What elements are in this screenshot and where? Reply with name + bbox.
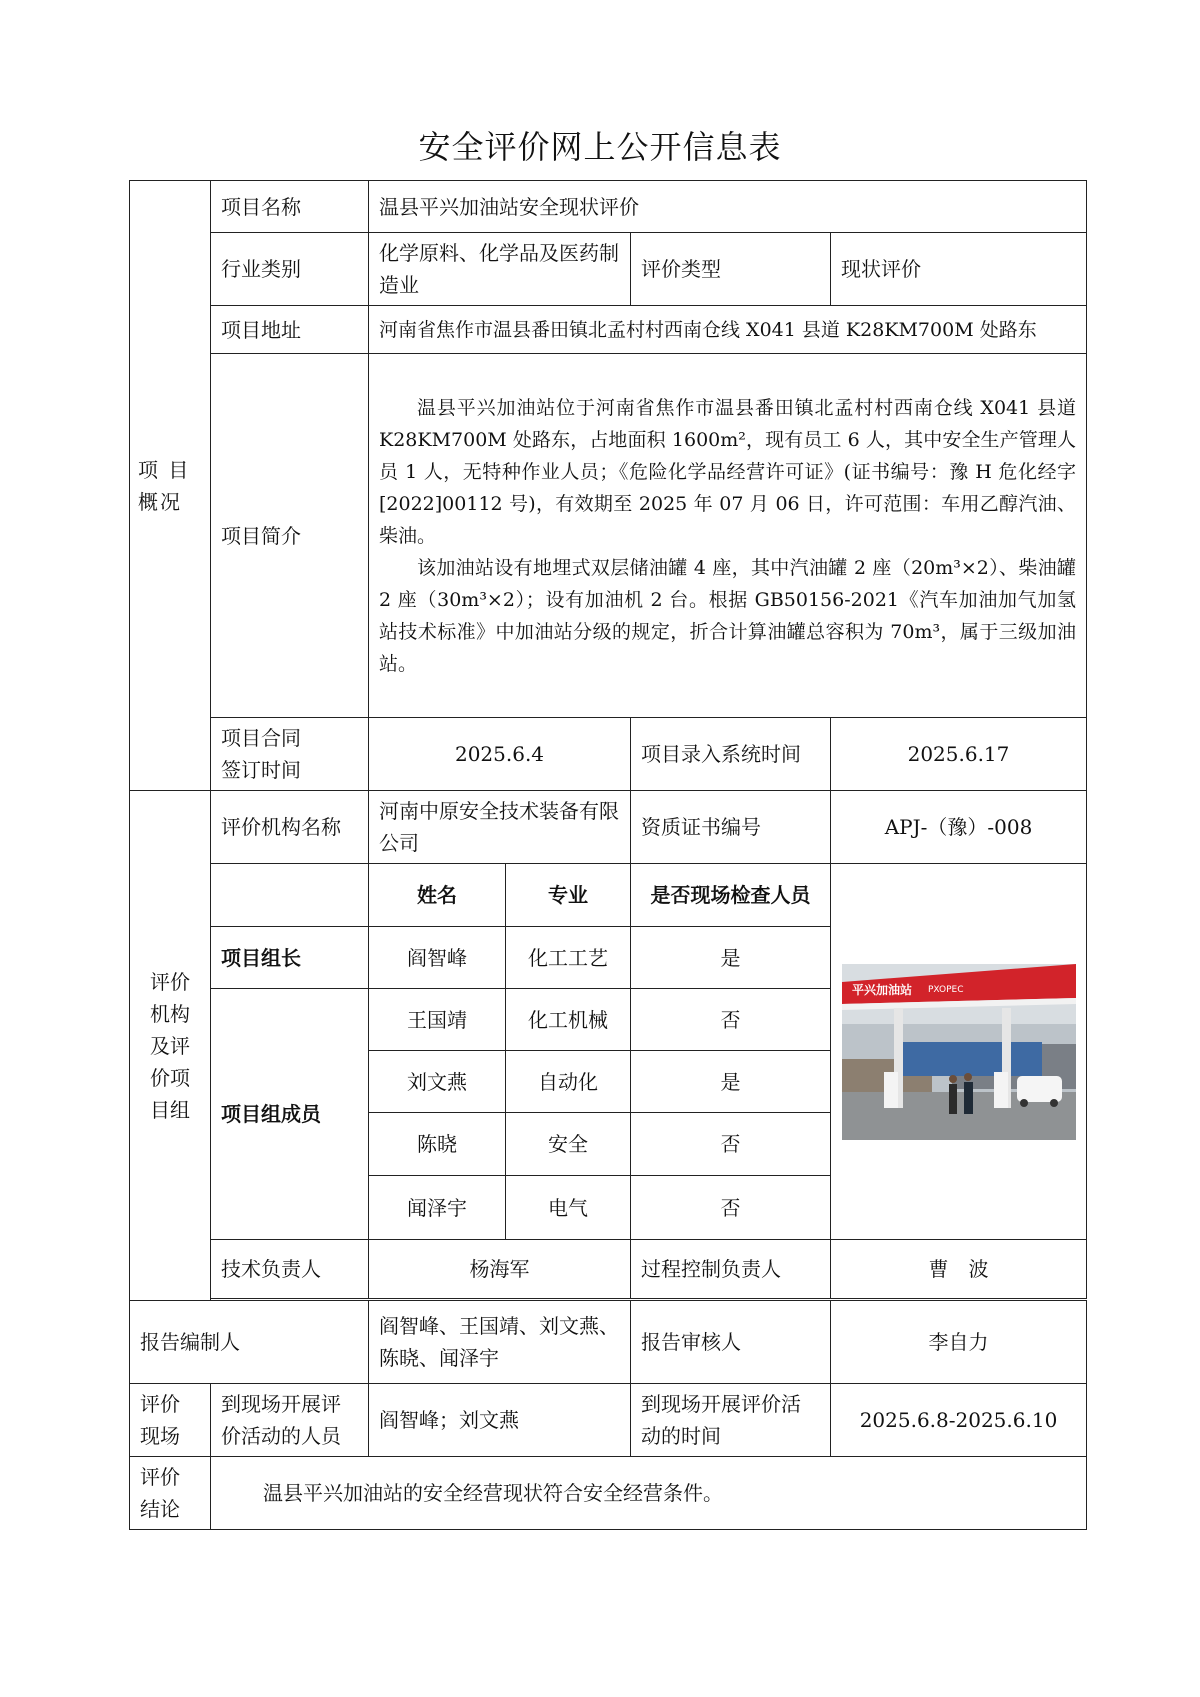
tech-lead-label: 技术负责人	[211, 1240, 369, 1299]
site-people-label: 到现场开展评价活动的人员	[211, 1384, 369, 1457]
contract-date: 2025.6.4	[369, 718, 631, 791]
section-site	[130, 1384, 211, 1457]
member-onsite: 是	[631, 1051, 831, 1113]
conclusion-text: 温县平兴加油站的安全经营现状符合安全经营条件。	[263, 1481, 723, 1505]
industry-value: 化学原料、化学品及医药制造业	[369, 233, 631, 306]
section-project-overview	[130, 181, 211, 791]
site-time-label: 到现场开展评价活动的时间	[631, 1384, 831, 1457]
eval-type-value: 现状评价	[831, 233, 1087, 306]
project-name-value: 温县平兴加油站安全现状评价	[369, 181, 1087, 233]
author-value: 阎智峰、王国靖、刘文燕、陈晓、闻泽宇	[369, 1301, 631, 1384]
leader-label: 项目组长	[211, 927, 369, 989]
leader-name: 阎智峰	[369, 927, 506, 989]
process-lead-value: 曹 波	[831, 1240, 1087, 1299]
header-blank	[211, 864, 369, 927]
member-major: 安全	[506, 1113, 631, 1176]
address-label: 项目地址	[211, 306, 369, 354]
entry-label: 项目录入系统时间	[631, 718, 831, 791]
gas-station-photo	[842, 964, 1076, 1140]
entry-date: 2025.6.17	[831, 718, 1087, 791]
site-time-value: 2025.6.8-2025.6.10	[831, 1384, 1087, 1457]
members-label: 项目组成员	[211, 989, 369, 1240]
member-major: 化工机械	[506, 989, 631, 1051]
intro-label: 项目简介	[211, 354, 369, 718]
contract-label-text: 项目合同 签订时间	[221, 726, 301, 782]
section-conclusion	[130, 1457, 211, 1530]
member-major: 电气	[506, 1176, 631, 1240]
member-name: 刘文燕	[369, 1051, 506, 1113]
reviewer-label: 报告审核人	[631, 1301, 831, 1384]
intro-paragraph-1: 温县平兴加油站位于河南省焦作市温县番田镇北孟村村西南仓线 X041 县道 K28KM700M 处路东，占地面积 1600m²，现有员工 6 人，其中安全生产管理人员 1 人，无特种作业人员；《危险化学品经营许可证》(证书编号：豫 H 危化经字[2022]00112 号)，有效期至 2025 年 07 月 06 日，许可范围：车用乙醇汽油、柴油。	[379, 396, 1076, 547]
eval-type-label: 评价类型	[631, 233, 831, 306]
canopy-sign-sub: PXOPEC	[927, 984, 963, 995]
section-site-label: 评价 现场	[140, 1392, 180, 1448]
reviewer-value: 李自力	[831, 1301, 1087, 1384]
page-title: 安全评价网上公开信息表	[418, 128, 782, 166]
member-major: 自动化	[506, 1051, 631, 1113]
industry-label: 行业类别	[211, 233, 369, 306]
project-name-label: 项目名称	[211, 181, 369, 233]
member-onsite: 否	[631, 1176, 831, 1240]
tech-lead-value: 杨海军	[369, 1240, 631, 1299]
intro-paragraph-2: 该加油站设有地埋式双层储油罐 4 座，其中汽油罐 2 座（20m³×2）、柴油罐 2 座（30m³×2）；设有加油机 2 台。根据 GB50156-2021《汽车加油加气加氢站技术标准》中加油站分级的规定，折合计算油罐总容积为 70m³，属于三级加油站。	[379, 556, 1076, 675]
cert-label: 资质证书编号	[631, 791, 831, 864]
section-conclusion-label: 评价 结论	[140, 1465, 180, 1521]
address-value: 河南省焦作市温县番田镇北孟村村西南仓线 X041 县道 K28KM700M 处路东	[369, 306, 1087, 354]
header-onsite: 是否现场检查人员	[631, 864, 831, 927]
leader-major: 化工工艺	[506, 927, 631, 989]
site-people-value: 阎智峰；刘文燕	[369, 1384, 631, 1457]
contract-label	[211, 718, 369, 791]
agency-name-value: 河南中原安全技术装备有限公司	[369, 791, 631, 864]
section-project-overview-label: 项 目 概况	[138, 457, 191, 514]
conclusion-value	[211, 1457, 1087, 1530]
member-name: 陈晓	[369, 1113, 506, 1176]
member-onsite: 否	[631, 989, 831, 1051]
member-onsite: 否	[631, 1113, 831, 1176]
leader-onsite: 是	[631, 927, 831, 989]
header-major: 专业	[506, 864, 631, 927]
site-photo-cell	[831, 864, 1087, 1240]
process-lead-label: 过程控制负责人	[631, 1240, 831, 1299]
cert-value: APJ-（豫）-008	[831, 791, 1087, 864]
author-label: 报告编制人	[130, 1301, 369, 1384]
member-name: 王国靖	[369, 989, 506, 1051]
info-table	[129, 180, 1087, 1530]
header-name: 姓名	[369, 864, 506, 927]
member-name: 闻泽宇	[369, 1176, 506, 1240]
intro-value	[369, 354, 1087, 718]
agency-name-label: 评价机构名称	[211, 791, 369, 864]
canopy-sign-text: 平兴加油站	[851, 982, 912, 997]
section-agency	[130, 791, 211, 1301]
section-agency-label: 评价 机构 及评 价项 目组	[150, 969, 190, 1122]
